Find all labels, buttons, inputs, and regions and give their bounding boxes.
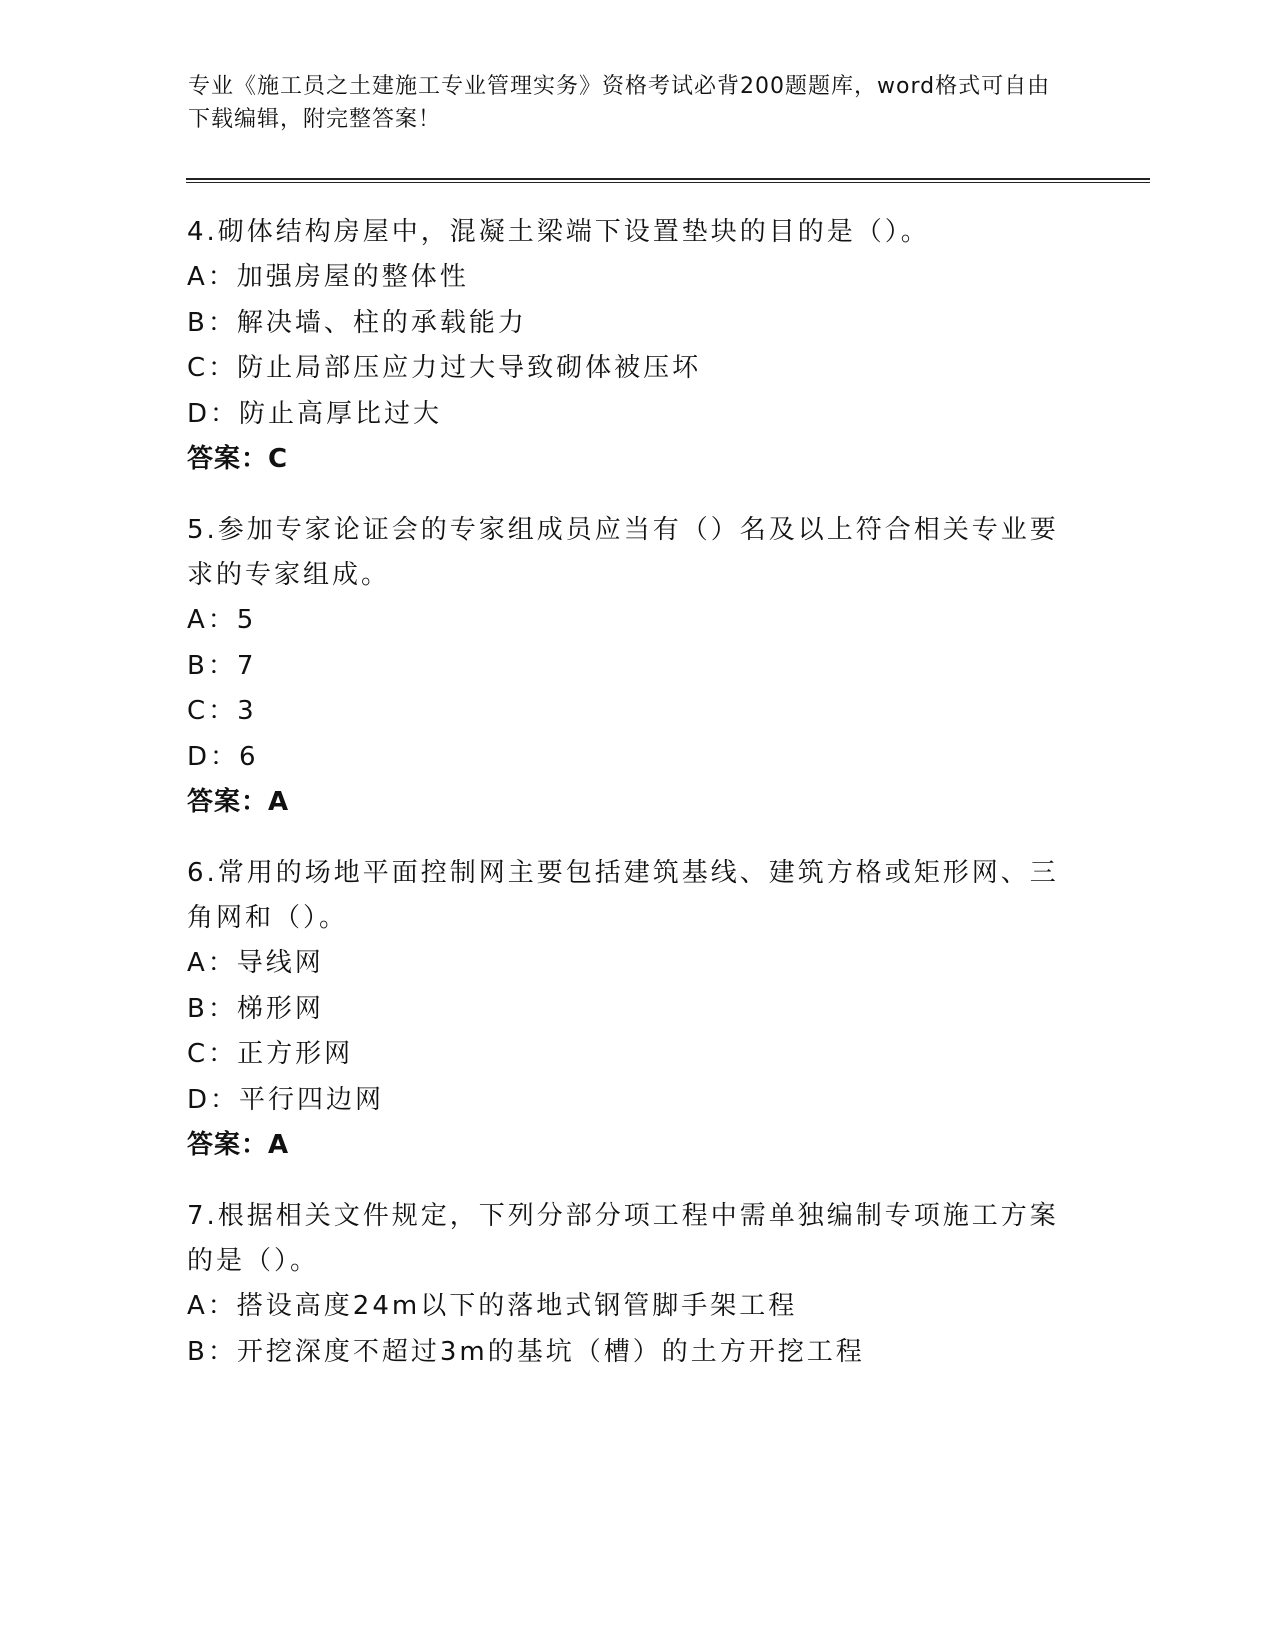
option-d: D：防止高厚比过大	[187, 398, 443, 429]
question-stem: 6.常用的场地平面控制网主要包括建筑基线、建筑方格或矩形网、三角网和（）。	[187, 858, 1059, 933]
question-6	[187, 851, 1067, 1167]
option-a: A：搭设高度24m以下的落地式钢管脚手架工程	[187, 1291, 798, 1321]
option-d: D：6	[187, 741, 259, 772]
option-c: C：正方形网	[187, 1039, 354, 1069]
option-b: B：开挖深度不超过3m的基坑（槽）的土方开挖工程	[187, 1336, 865, 1367]
option-a: A：加强房屋的整体性	[187, 262, 469, 292]
option-c: C：3	[187, 696, 257, 726]
option-a: A：5	[187, 605, 257, 635]
question-stem: 5.参加专家论证会的专家组成员应当有（）名及以上符合相关专业要求的专家组成。	[187, 515, 1059, 590]
question-stem: 4.砌体结构房屋中，混凝土梁端下设置垫块的目的是（）。	[187, 217, 930, 247]
option-d: D：平行四边网	[187, 1084, 385, 1115]
document-header: 专业《施工员之土建施工专业管理实务》资格考试必背200题题库，word格式可自由下载编辑，附完整答案！	[188, 74, 1051, 132]
header-rule-thin	[186, 182, 1150, 183]
answer: 答案：A	[187, 787, 290, 817]
answer: 答案：C	[187, 444, 289, 474]
question-5	[187, 508, 1067, 824]
question-4	[187, 210, 1067, 481]
question-list	[187, 210, 1067, 1402]
header-rule-thick	[186, 178, 1150, 180]
option-b: B：7	[187, 650, 257, 681]
answer: 答案：A	[187, 1130, 290, 1160]
option-a: A：导线网	[187, 948, 324, 978]
question-7	[187, 1194, 1067, 1375]
option-c: C：防止局部压应力过大导致砌体被压坏	[187, 353, 702, 383]
option-b: B：解决墙、柱的承载能力	[187, 307, 527, 338]
question-stem: 7.根据相关文件规定，下列分部分项工程中需单独编制专项施工方案的是（）。	[187, 1201, 1059, 1276]
option-b: B：梯形网	[187, 993, 324, 1024]
